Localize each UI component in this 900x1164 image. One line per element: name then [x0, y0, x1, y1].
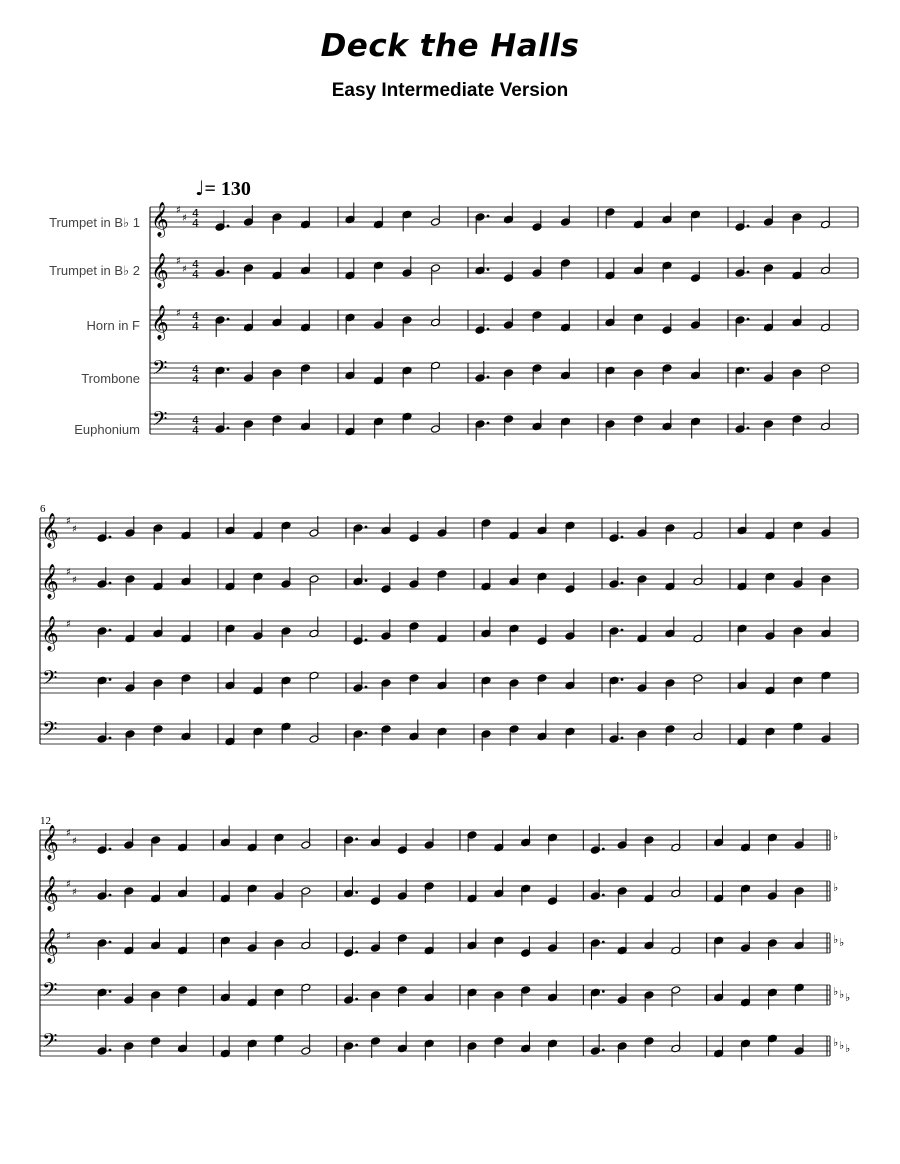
treble-clef-icon: 𝄞: [41, 564, 59, 599]
instrument-label-trumpet-1: Trumpet in B♭ 1: [49, 215, 140, 230]
augmentation-dot: [227, 271, 230, 274]
instrument-label-euphonium: Euphonium: [74, 422, 140, 437]
key-flat-icon: ♭: [833, 933, 839, 946]
key-sharp-icon: ♯: [66, 828, 71, 839]
key-sharp-icon: ♯: [66, 931, 71, 942]
time-signature-bottom: 4: [192, 373, 199, 386]
augmentation-dot: [365, 686, 368, 689]
augmentation-dot: [355, 1044, 358, 1047]
instrument-label-trombone: Trombone: [81, 371, 140, 386]
key-flat-icon: ♭: [845, 1042, 851, 1055]
time-signature-bottom: 4: [192, 217, 199, 230]
time-signature-top: 4: [192, 414, 199, 427]
time-signature-top: 4: [192, 258, 199, 271]
quarter-note-icon: ♩: [195, 176, 205, 200]
score-subtitle: Easy Intermediate Version: [331, 80, 569, 101]
treble-clef-icon: 𝄞: [151, 253, 169, 288]
augmentation-dot: [227, 368, 230, 371]
time-signature-top: 4: [192, 363, 199, 376]
augmentation-dot: [487, 215, 490, 218]
augmentation-dot: [109, 737, 112, 740]
augmentation-dot: [365, 639, 368, 642]
augmentation-dot: [747, 427, 750, 430]
key-sharp-icon: ♯: [182, 213, 187, 224]
augmentation-dot: [602, 941, 605, 944]
augmentation-dot: [109, 1049, 112, 1052]
bass-clef-icon: 𝄢: [42, 978, 58, 1006]
augmentation-dot: [487, 422, 490, 425]
key-flat-icon: ♭: [833, 985, 839, 998]
augmentation-dot: [355, 951, 358, 954]
key-flat-icon: ♭: [845, 991, 851, 1004]
treble-clef-icon: 𝄞: [41, 876, 59, 911]
key-sharp-icon: ♯: [176, 205, 181, 216]
augmentation-dot: [602, 894, 605, 897]
key-sharp-icon: ♯: [176, 308, 181, 319]
augmentation-dot: [487, 376, 490, 379]
treble-clef-icon: 𝄞: [41, 513, 59, 548]
treble-clef-icon: 𝄞: [151, 202, 169, 237]
augmentation-dot: [109, 678, 112, 681]
treble-clef-icon: 𝄞: [41, 928, 59, 963]
key-sharp-icon: ♯: [176, 256, 181, 267]
augmentation-dot: [747, 271, 750, 274]
key-flat-icon: ♭: [833, 830, 839, 843]
augmentation-dot: [602, 1049, 605, 1052]
augmentation-dot: [621, 737, 624, 740]
key-flat-icon: ♭: [839, 936, 845, 949]
key-sharp-icon: ♯: [72, 575, 77, 586]
augmentation-dot: [621, 629, 624, 632]
augmentation-dot: [109, 582, 112, 585]
measure-number-system-2: 6: [40, 503, 46, 515]
augmentation-dot: [365, 579, 368, 582]
augmentation-dot: [747, 318, 750, 321]
augmentation-dot: [621, 536, 624, 539]
augmentation-dot: [747, 368, 750, 371]
treble-clef-icon: 𝄞: [151, 305, 169, 340]
augmentation-dot: [109, 536, 112, 539]
augmentation-dot: [227, 318, 230, 321]
augmentation-dot: [365, 526, 368, 529]
key-sharp-icon: ♯: [66, 516, 71, 527]
augmentation-dot: [487, 328, 490, 331]
key-flat-icon: ♭: [839, 1039, 845, 1052]
key-flat-icon: ♭: [833, 881, 839, 894]
bass-clef-icon: 𝄢: [152, 407, 168, 435]
instrument-label-horn: Horn in F: [86, 318, 140, 333]
augmentation-dot: [621, 582, 624, 585]
augmentation-dot: [109, 629, 112, 632]
augmentation-dot: [602, 990, 605, 993]
bass-clef-icon: 𝄢: [42, 717, 58, 745]
measure-number-system-3: 12: [40, 815, 51, 827]
score-title: Deck the Halls: [320, 28, 580, 64]
augmentation-dot: [227, 427, 230, 430]
augmentation-dot: [109, 941, 112, 944]
treble-clef-icon: 𝄞: [41, 825, 59, 860]
augmentation-dot: [365, 732, 368, 735]
augmentation-dot: [355, 838, 358, 841]
key-sharp-icon: ♯: [182, 264, 187, 275]
augmentation-dot: [355, 998, 358, 1001]
augmentation-dot: [487, 268, 490, 271]
key-flat-icon: ♭: [839, 988, 845, 1001]
augmentation-dot: [109, 990, 112, 993]
time-signature-top: 4: [192, 207, 199, 220]
instrument-label-trumpet-2: Trumpet in B♭ 2: [49, 263, 140, 278]
tempo-value: = 130: [204, 178, 251, 200]
key-sharp-icon: ♯: [72, 887, 77, 898]
augmentation-dot: [109, 848, 112, 851]
key-sharp-icon: ♯: [66, 567, 71, 578]
time-signature-top: 4: [192, 310, 199, 323]
augmentation-dot: [747, 225, 750, 228]
key-sharp-icon: ♯: [72, 836, 77, 847]
augmentation-dot: [602, 848, 605, 851]
treble-clef-icon: 𝄞: [41, 616, 59, 651]
bass-clef-icon: 𝄢: [42, 666, 58, 694]
augmentation-dot: [355, 891, 358, 894]
key-sharp-icon: ♯: [66, 879, 71, 890]
augmentation-dot: [109, 894, 112, 897]
bass-clef-icon: 𝄢: [42, 1029, 58, 1057]
time-signature-bottom: 4: [192, 424, 199, 437]
bass-clef-icon: 𝄢: [152, 356, 168, 384]
key-sharp-icon: ♯: [66, 619, 71, 630]
time-signature-bottom: 4: [192, 268, 199, 281]
augmentation-dot: [227, 225, 230, 228]
key-flat-icon: ♭: [833, 1036, 839, 1049]
key-sharp-icon: ♯: [72, 524, 77, 535]
augmentation-dot: [621, 678, 624, 681]
time-signature-bottom: 4: [192, 320, 199, 333]
